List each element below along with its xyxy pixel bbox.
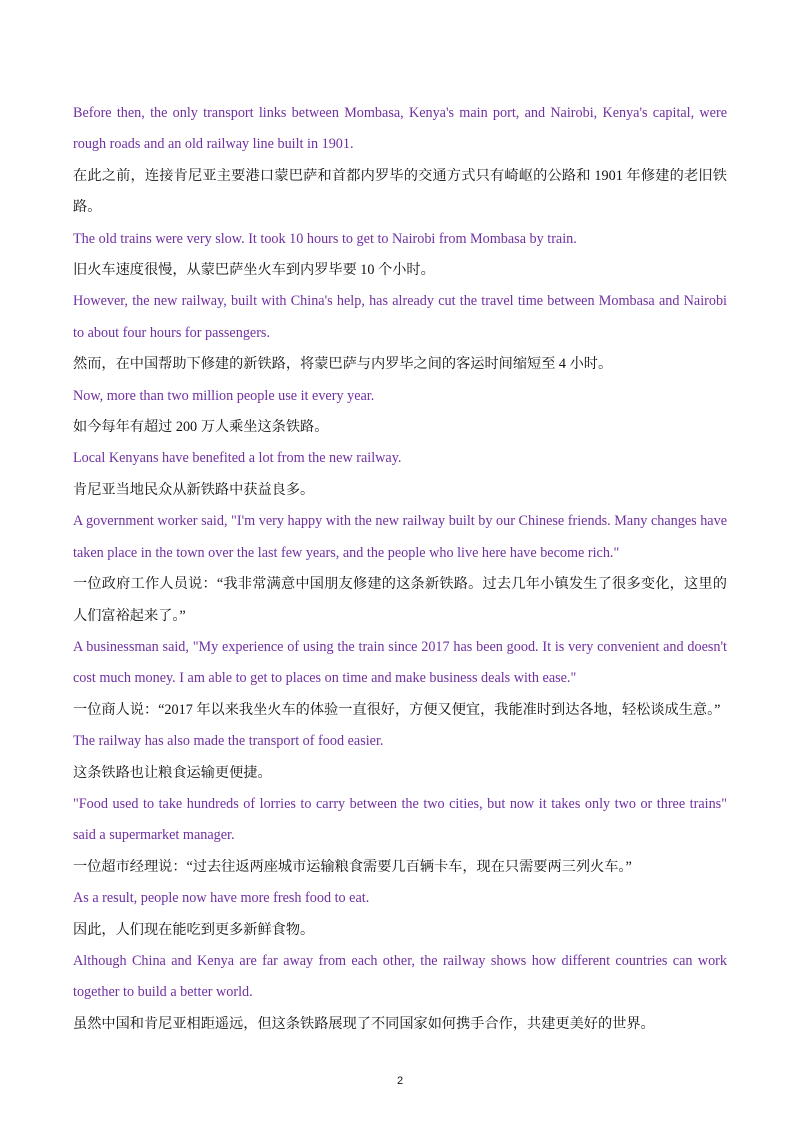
paragraph-en-7: A businessman said, "My experience of using the train since 2017 has been good. It is very convenient and doesn't cost much money. I am able to get to places on time and make business deals with ease." xyxy=(73,638,727,687)
paragraph-zh-2: 旧火车速度很慢，从蒙巴萨坐火车到内罗毕要 10 个小时。 xyxy=(73,262,435,279)
document-body xyxy=(73,98,727,1040)
paragraph-en-8: The railway has also made the transport of food easier. xyxy=(73,733,384,750)
paragraph-en-11: Although China and Kenya are far away from each other, the railway shows how different countries can work together to build a better world. xyxy=(73,952,727,1001)
paragraph-en-1: Before then, the only transport links between Mombasa, Kenya's main port, and Nairobi, Kenya's capital, were rough roads and an old railway line built in 1901. xyxy=(73,105,727,153)
paragraph-en-10: As a result, people now have more fresh food to eat. xyxy=(73,890,370,907)
page-number: 2 xyxy=(396,1075,404,1087)
paragraph-zh-10: 因此，人们现在能吃到更多新鲜食物。 xyxy=(73,921,315,938)
paragraph-en-6: A government worker said, "I'm very happy with the new railway built by our Chinese friends. Many changes have taken place in the town over the last few years, and the people who live here have become rich." xyxy=(73,513,727,561)
paragraph-en-2: The old trains were very slow. It took 10 hours to get to Nairobi from Mombasa by train. xyxy=(73,230,577,247)
paragraph-zh-5: 肯尼亚当地民众从新铁路中获益良多。 xyxy=(73,481,315,498)
paragraph-en-5: Local Kenyans have benefited a lot from the new railway. xyxy=(73,450,402,467)
paragraph-zh-8: 这条铁路也让粮食运输更便捷。 xyxy=(73,764,272,781)
paragraph-zh-11: 虽然中国和肯尼亚相距遥远，但这条铁路展现了不同国家如何携手合作，共建更美好的世界。 xyxy=(73,1015,655,1032)
paragraph-zh-7: 一位商人说：“2017 年以来我坐火车的体验一直很好，方便又便宜，我能准时到达各地，轻松谈成生意。” xyxy=(73,701,721,718)
paragraph-en-4: Now, more than two million people use it every year. xyxy=(73,387,375,404)
paragraph-zh-6: 一位政府工作人员说：“我非常满意中国朋友修建的这条新铁路。过去几年小镇发生了很多变化，这里的人们富裕起来了。” xyxy=(73,576,727,624)
paragraph-en-3: However, the new railway, built with China's help, has already cut the travel time between Mombasa and Nairobi to about four hours for passengers. xyxy=(73,293,727,341)
paragraph-zh-9: 一位超市经理说：“过去往返两座城市运输粮食需要几百辆卡车，现在只需要两三列火车。” xyxy=(73,858,632,875)
paragraph-zh-1: 在此之前，连接肯尼亚主要港口蒙巴萨和首都内罗毕的交通方式只有崎岖的公路和 1901 年修建的老旧铁路。 xyxy=(73,167,727,216)
paragraph-zh-3: 然而，在中国帮助下修建的新铁路，将蒙巴萨与内罗毕之间的客运时间缩短至 4 小时。 xyxy=(73,356,613,373)
paragraph-en-9: "Food used to take hundreds of lorries to carry between the two cities, but now it takes only two or three trains" said a supermarket manager. xyxy=(73,795,727,844)
paragraph-zh-4: 如今每年有超过 200 万人乘坐这条铁路。 xyxy=(73,419,329,436)
